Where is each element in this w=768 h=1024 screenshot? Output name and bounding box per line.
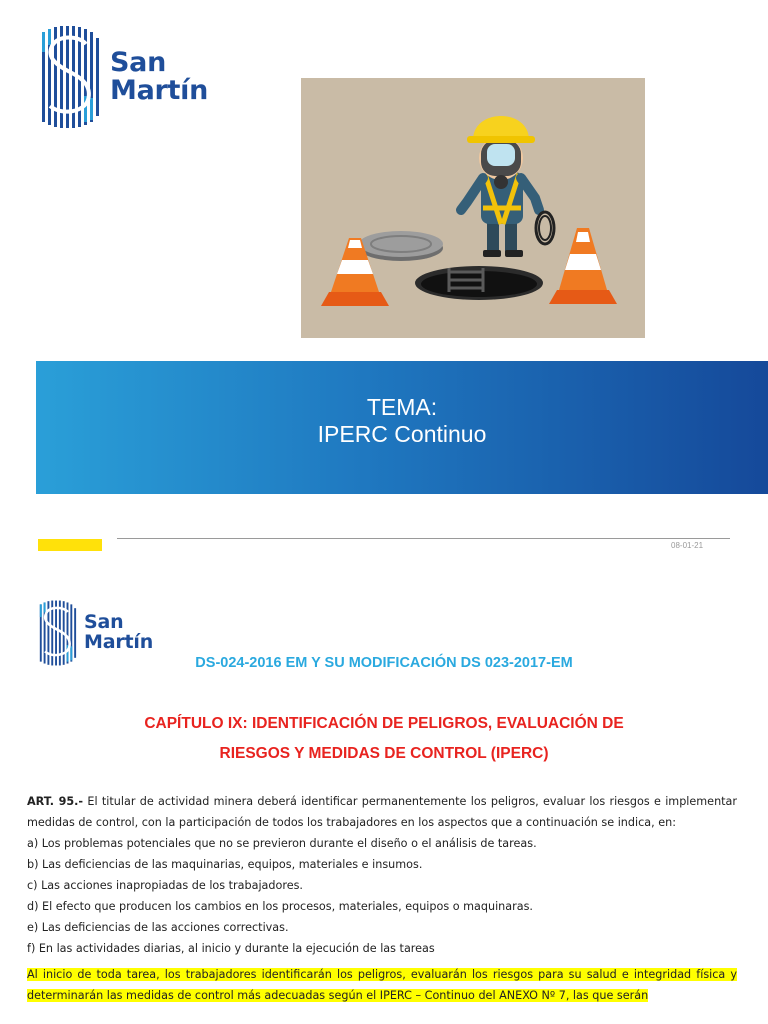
chapter-title-line2: RIESGOS Y MEDIDAS DE CONTROL (IPERC) — [219, 745, 549, 762]
list-item: a) Los problemas potenciales que no se previeron durante el diseño o el análisis de tareas. — [27, 837, 537, 850]
banner-label: TEMA: — [366, 394, 438, 420]
company-name-line2: Martín — [84, 631, 154, 653]
company-name-line2: Martín — [110, 75, 208, 106]
company-logo — [36, 26, 208, 128]
regulation-title: DS-024-2016 EM Y SU MODIFICACIÓN DS 023-2017-EM — [195, 655, 573, 671]
article-number: ART. 95.- — [27, 795, 84, 808]
article-body — [27, 791, 737, 1006]
footer-accent-bar — [38, 539, 102, 551]
banner-topic: IPERC Continuo — [317, 421, 487, 447]
article-items-list — [27, 833, 737, 959]
list-item: f) En las actividades diarias, al inicio y durante la ejecución de las tareas — [27, 942, 435, 955]
chapter-title — [0, 709, 768, 769]
company-name-line1: San — [84, 611, 124, 634]
company-name — [84, 613, 153, 653]
list-item: e) Las deficiencias de las acciones correctivas. — [27, 921, 289, 934]
article-text: El titular de actividad minera deberá identificar permanentemente los peligros, evaluar los riesgos e implementar medidas de control, con la participación de todos los trabajadores en los aspectos que a continuación se indica, en: — [27, 795, 738, 829]
highlighted-paragraph — [27, 964, 737, 1006]
company-logo-mark — [36, 26, 102, 128]
company-name — [110, 46, 208, 106]
highlighted-text: Al inicio de toda tarea, los trabajadores identificarán los peligros, evaluarán los riesgos para su salud e integridad física y determinarán las medidas de control más adecuadas según el IPERC – Continuo del ANEXO Nº 7, las que serán — [27, 968, 737, 1002]
article-paragraph — [27, 791, 737, 833]
worker-manhole-image — [301, 78, 645, 338]
list-item: c) Las acciones inapropiadas de los trabajadores. — [27, 879, 303, 892]
list-item: d) El efecto que producen los cambios en los procesos, materiales, equipos o maquinaras. — [27, 900, 533, 913]
company-name-line1: San — [110, 46, 166, 78]
footer-divider — [117, 538, 730, 539]
confined-space-worker-illustration — [301, 78, 645, 338]
slide-date: 08-01-21 — [671, 541, 704, 550]
chapter-title-line1: CAPÍTULO IX: IDENTIFICACIÓN DE PELIGROS, EVALUACIÓN DE — [144, 715, 624, 732]
list-item: b) Las deficiencias de las maquinarias, equipos, materiales e insumos. — [27, 858, 423, 871]
topic-banner — [36, 361, 768, 494]
